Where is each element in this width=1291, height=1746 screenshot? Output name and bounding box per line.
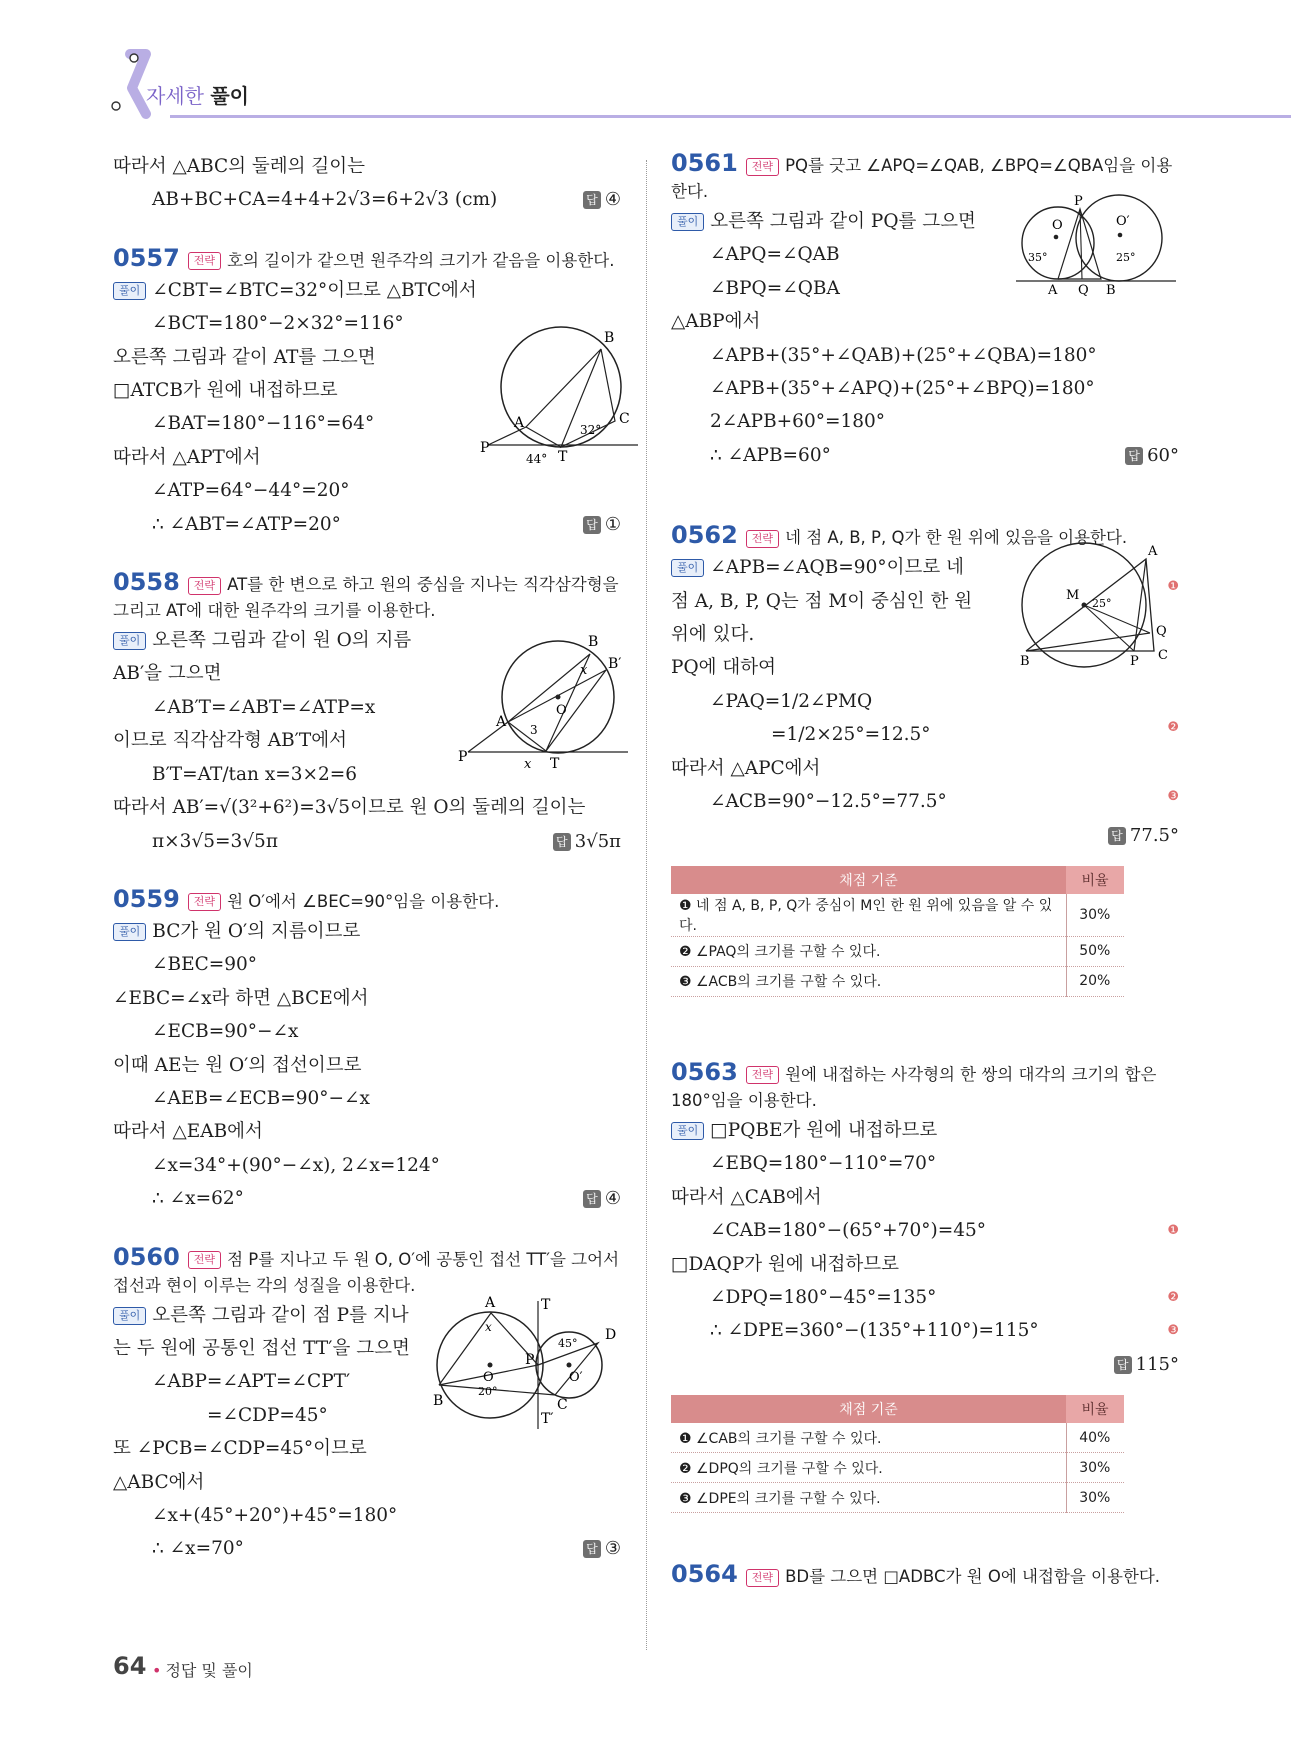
section-title: 자세한 풀이 — [146, 84, 249, 108]
problem-0557-header: 0557 전략 호의 길이가 같으면 원주각의 크기가 같음을 이용한다. — [113, 243, 615, 272]
problem-0561-body: 풀이 오른쪽 그림과 같이 PQ를 그으면 ∠APQ=∠QAB ∠BPQ=∠QBA △ABP에서 ∠APB+(35°+∠QAB)+(25°+∠QBA)=180° ∠APB+(35°+∠APQ)+(25°+∠BPQ)=180° 2∠APB+60°=180° ∴ ∠APB=60° 답 60° P O O′ 35° 25° A Q B — [671, 205, 1179, 472]
svg-text:C: C — [1158, 648, 1168, 664]
problem-0560-conclusion: ∴ ∠x=70° 답 ③ — [113, 1532, 621, 1565]
problem-0563-header: 0563 전략 원에 내접하는 사각형의 한 쌍의 대각의 크기의 합은 180°임을 이용한다. — [671, 1057, 1157, 1110]
problem-0560-header: 0560 전략 점 P를 지나고 두 원 O, O′에 공통인 접선 TT′을 그어서 접선과 현이 이루는 각의 성질을 이용한다. — [113, 1242, 620, 1295]
grading-table-0563: 채점 기준 비율 ❶ ∠CAB의 크기를 구할 수 있다. 40% ❷ ∠DPQ의 크기를 구할 수 있다. 30% ❸ ∠DPE의 크기를 구할 수 있다. 30% — [671, 1395, 1124, 1513]
figure-0562 — [1016, 541, 1176, 671]
problem-0559-body: 풀이 BC가 원 O′의 지름이므로 ∠BEC=90° ∠EBC=∠x라 하면 △BCE에서 ∠ECB=90°−∠x 이때 AE는 원 O′의 접선이므로 ∠AEB=∠ECB=90°−∠x 따라서 △EAB에서 ∠x=34°+(90°−∠x), 2∠x=124° ∴ ∠x=62° 답 ④ — [113, 915, 621, 1216]
svg-text:A: A — [496, 714, 507, 731]
grading-table-0562: 채점 기준 비율 ❶ 네 점 A, B, P, Q가 중심이 M인 한 원 위에 있음을 알 수 있다. 30% ❷ ∠PAQ의 크기를 구할 수 있다. 50% ❸ ∠ACB의 크기를 구할 수 있다. 20% — [671, 866, 1124, 997]
figure-0557 — [480, 324, 638, 466]
svg-text:Q: Q — [1078, 283, 1089, 298]
left-column — [113, 150, 630, 1566]
svg-text:B′: B′ — [608, 656, 622, 673]
problem-0557-conclusion: ∴ ∠ABT=∠ATP=20° 답 ① — [113, 508, 621, 541]
svg-text:B: B — [1106, 283, 1116, 298]
column-divider — [646, 160, 647, 1650]
svg-text:Q: Q — [1156, 624, 1167, 640]
figure-0558 — [458, 634, 628, 774]
answer: 답 3√5π — [553, 825, 621, 858]
svg-text:D: D — [605, 1326, 617, 1343]
svg-text:O′: O′ — [569, 1369, 583, 1385]
header-rule — [170, 115, 1291, 118]
page-number: 64 — [113, 1652, 147, 1680]
problem-0558-conclusion: π×3√5=3√5π 답 3√5π — [113, 825, 621, 858]
problem-0562-answer-line — [671, 819, 1179, 852]
table-row: ❸ ∠DPE의 크기를 구할 수 있다. 30% — [671, 1483, 1124, 1513]
intro-line: 따라서 △ABC의 둘레의 길이는 — [113, 156, 366, 177]
footer-title: • 정답 및 풀이 — [152, 1661, 253, 1680]
answer: 답 60° — [1125, 439, 1179, 472]
svg-text:T′: T′ — [541, 1410, 554, 1427]
table-row: ❷ ∠DPQ의 크기를 구할 수 있다. 30% — [671, 1453, 1124, 1483]
svg-text:x: x — [524, 757, 532, 773]
svg-text:T: T — [550, 756, 560, 773]
answer: 답 ① — [583, 508, 621, 541]
svg-text:20°: 20° — [478, 1384, 498, 1398]
answer: 답 115° — [1114, 1348, 1179, 1381]
svg-text:C: C — [619, 410, 630, 427]
problem-0563-body: 풀이 □PQBE가 원에 내접하므로 ∠EBQ=180°−110°=70° 따라서 △CAB에서 ∠CAB=180°−(65°+70°)=45° ❶ □DAQP가 원에 내접하므로 ∠DPQ=180°−45°=135° ❷ ∴ ∠DPE=360°−(135°+110°)=115° ❸ 답 115° — [671, 1114, 1179, 1381]
table-row: ❸ ∠ACB의 크기를 구할 수 있다. 20% — [671, 966, 1124, 996]
problem-0560-body: 풀이 오른쪽 그림과 같이 점 P를 지나 는 두 원에 공통인 접선 TT′을 그으면 ∠ABP=∠APT=∠CPT′ =∠CDP=45° 또 ∠PCB=∠CDP=45°이므로 △ABC에서 ∠x+(45°+20°)+45°=180° ∴ ∠x=70° 답 ③ A T D 45° x O P O′ 20° B C T′ — [113, 1299, 621, 1566]
intro-equation: AB+BC+CA=4+4+2√3=6+2√3 (cm) 답 ④ — [113, 183, 621, 216]
figure-0561 — [1016, 194, 1176, 298]
svg-text:32°: 32° — [580, 422, 602, 437]
svg-text:P: P — [458, 749, 468, 766]
table-row: ❶ 네 점 A, B, P, Q가 중심이 M인 한 원 위에 있음을 알 수 있다. 30% — [671, 894, 1124, 937]
figure-0560 — [433, 1289, 623, 1439]
svg-text:O: O — [556, 703, 567, 719]
svg-text:x: x — [580, 663, 588, 679]
svg-text:P: P — [1074, 194, 1083, 209]
problem-0561-header: 0561 전략 PQ를 긋고 ∠APQ=∠QAB, ∠BPQ=∠QBA임을 이용한다. — [671, 149, 1173, 201]
answer: 답 ④ — [583, 183, 621, 216]
svg-text:44°: 44° — [526, 451, 548, 466]
svg-text:B: B — [1020, 654, 1030, 670]
svg-text:A: A — [485, 1294, 496, 1311]
svg-text:B: B — [433, 1392, 444, 1409]
svg-text:45°: 45° — [558, 1336, 578, 1350]
svg-text:B: B — [604, 329, 615, 346]
answer: 답 ③ — [583, 1532, 621, 1565]
svg-text:B: B — [588, 634, 599, 651]
problem-0561-conclusion: ∴ ∠APB=60° 답 60° — [671, 439, 1179, 472]
svg-text:O: O — [483, 1369, 494, 1385]
svg-text:M: M — [1066, 588, 1080, 604]
svg-text:P: P — [1130, 654, 1139, 670]
svg-text:O: O — [1052, 218, 1063, 233]
problem-0562-body: 풀이 ∠APB=∠AQB=90°이므로 네 점 A, B, P, Q는 점 M이 중심인 한 원 위에 있다. PQ에 대하여 ∠PAQ=1/2∠PMQ =1/2×25°=12.5° 따라서 △APC에서 ∠ACB=90°−12.5°=77.5° A M 25° Q B P C — [671, 551, 1001, 818]
svg-text:25°: 25° — [1116, 251, 1136, 264]
svg-text:35°: 35° — [1028, 251, 1048, 264]
answer: 답 ④ — [583, 1182, 621, 1215]
svg-text:A: A — [1148, 544, 1158, 560]
svg-text:O′: O′ — [1116, 214, 1130, 229]
svg-text:P: P — [480, 439, 490, 456]
svg-text:A: A — [1048, 283, 1058, 298]
problem-0562-header: 0562 전략 네 점 A, B, P, Q가 한 원 위에 있음을 이용한다. — [671, 521, 1128, 550]
svg-text:A: A — [514, 414, 525, 431]
problem-0559-conclusion: ∴ ∠x=62° 답 ④ — [113, 1182, 621, 1215]
answer: 답 77.5° — [1108, 819, 1179, 852]
problem-0559-header: 0559 전략 원 O′에서 ∠BEC=90°임을 이용한다. — [113, 884, 500, 913]
svg-text:T: T — [558, 448, 568, 465]
svg-text:25°: 25° — [1092, 597, 1112, 611]
problem-0557-body: 풀이 ∠CBT=∠BTC=32°이므로 △BTC에서 ∠BCT=180°−2×32°=116° 오른쪽 그림과 같이 AT를 그으면 □ATCB가 원에 내접하므로 ∠BAT=180°−116°=64° 따라서 △APT에서 ∠ATP=64°−44°=20° ∴ ∠ABT=∠ATP=20° 답 ① B A C P T 32° 44° — [113, 274, 621, 541]
table-row: ❷ ∠PAQ의 크기를 구할 수 있다. 50% — [671, 936, 1124, 966]
table-row: ❶ ∠CAB의 크기를 구할 수 있다. 40% — [671, 1423, 1124, 1453]
problem-0558-body: 풀이 오른쪽 그림과 같이 원 O의 지름 AB′을 그으면 ∠AB′T=∠ABT=∠ATP=x 이므로 직각삼각형 AB′T에서 B′T=AT/tan x=3×2=6 따라서 AB′=√(3²+6²)=3√5이므로 원 O의 둘레의 길이는 π×3√5=3√5π 답 3√5π B B′ O A 3 P T x x — [113, 624, 621, 858]
svg-text:P: P — [525, 1351, 535, 1368]
svg-text:T: T — [541, 1296, 551, 1313]
problem-0558-header: 0558 전략 AT를 한 변으로 하고 원의 중심을 지나는 직각삼각형을 그리고 AT에 대한 원주각의 크기를 이용한다. — [113, 568, 619, 621]
svg-text:3: 3 — [530, 723, 538, 738]
svg-text:x: x — [485, 1319, 492, 1334]
problem-0564-header: 0564 전략 BD를 그으면 □ADBC가 원 O에 내접함을 이용한다. — [671, 1560, 1161, 1589]
right-column: 0561 전략 PQ를 긋고 ∠APQ=∠QAB, ∠BPQ=∠QBA임을 이용한다. 풀이 오른쪽 그림과 같이 PQ를 그으면 ∠APQ=∠QAB ∠BPQ=∠QBA △ABP에서 ∠APB+(35°+∠QAB)+(25°+∠QBA)=180° ∠APB+(35°+∠APQ)+(25°+∠BPQ)=180° 2∠APB+60°=180° ∴ ∠APB=60° 답 60° P O O′ 35° 25° A Q B 0562 전략 네 점 A, B, P, Q가 한 원 위에 있음을 이용한다. 풀이 ∠APB=∠AQB=90°이므로 네 점 A, B, P, Q는 점 M이 중심인 한 원 위에 있다. PQ에 대하여 ∠PAQ=1/2∠PMQ =1/2×25°=12.5° 따라서 △APC에서 ∠ACB=90°−12.5°=77.5° A M 25° Q B P C ❶ ❷ ❸ 답 77.5° 채점 기준 비율 ❶ 네 점 A, B, P, Q가 중심이 M인 한 원 위에 있음을 알 수 있다. 30% ❷ ∠PAQ의 크기를 구할 수 있다. 50% ❸ ∠ACB의 크기를 구할 수 있다. 20% 0563 전략 원에 내접하는 사각형의 한 쌍의 대각의 크기의 합은 180°임을 이용한다. 풀이 □PQBE가 원에 내접하므로 ∠EBQ=180°−110°=70° 따라서 △CAB에서 ∠CAB=180°−(65°+70°)=45° ❶ □DAQP가 원에 내접하므로 ∠DPQ=180°−45°=135° ❷ ∴ ∠DPE=360°−(135°+110°)=115° ❸ 답 115° 채점 기준 비율 ❶ ∠CAB의 크기를 구할 수 있다. 40% ❷ ∠DPQ의 크기를 구할 수 있다. 30% ❸ ∠DPE의 크기를 구할 수 있다. 30% 0564 전략 BD를 그으면 □ADBC가 원 O에 내접함을 이용한다. — [671, 149, 1179, 1589]
svg-text:C: C — [557, 1396, 568, 1413]
